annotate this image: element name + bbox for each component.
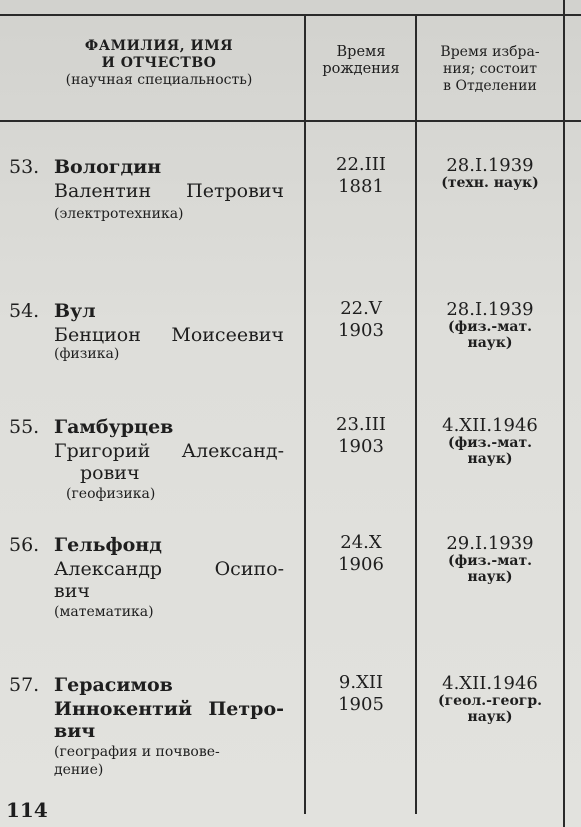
entry-given-names: Бенцион Моисеевич (54, 324, 284, 346)
entry-number: 55. (9, 416, 40, 438)
entry-election (417, 300, 563, 351)
election-dept-cont: наук) (467, 451, 513, 467)
election-dept-cont: наук) (467, 709, 513, 725)
header-bottom-rule (0, 120, 581, 122)
birth-date: 9.XII (338, 672, 384, 693)
entry-birth (306, 414, 416, 458)
birth-date: 24.X (340, 532, 382, 553)
entry-birth (306, 532, 416, 576)
header-election-column (417, 44, 563, 95)
entry-number: 53. (9, 156, 40, 178)
entry-election (417, 534, 563, 585)
header-name-column (14, 38, 304, 89)
birth-year: 1881 (338, 176, 384, 197)
election-dept-cont: наук) (467, 335, 513, 351)
entry-surname: Вологдин (54, 156, 162, 178)
entry-election (417, 156, 563, 191)
entry-number: 57. (9, 674, 40, 696)
election-dept: (физ.-мат. (447, 435, 533, 451)
entry-given-names-cont: вич (54, 580, 90, 602)
entry-specialty-cont: дение) (54, 762, 104, 778)
birth-date: 22.III (336, 154, 386, 175)
page-number: 114 (6, 798, 48, 822)
election-dept: (физ.-мат. (447, 319, 533, 335)
entry-birth (306, 154, 416, 198)
election-date: 28.I.1939 (446, 155, 534, 176)
entry-given-names: Валентин Петрович (54, 180, 284, 202)
birth-date: 22.V (340, 298, 382, 319)
election-date: 4.XII.1946 (442, 673, 538, 694)
table-top-rule (0, 14, 581, 16)
entry-given-names: Иннокентий Петро- (54, 698, 284, 720)
header-name-line3: (научная специальность) (65, 72, 253, 88)
election-date: 29.I.1939 (446, 533, 534, 554)
entry-election (417, 416, 563, 467)
birth-date: 23.III (336, 414, 386, 435)
election-date: 28.I.1939 (446, 299, 534, 320)
birth-year: 1905 (338, 694, 384, 715)
header-birth-column (306, 44, 416, 78)
header-election-line2: ния; состоит (442, 61, 538, 77)
entry-given-names: Григорий Александ- (54, 440, 284, 462)
header-election-line1: Время избра- (440, 44, 540, 60)
entry-specialty: (физика) (54, 346, 120, 362)
entry-number: 56. (9, 534, 40, 556)
election-dept: (физ.-мат. (447, 553, 533, 569)
entry-given-names-cont: рович (80, 462, 140, 484)
birth-year: 1906 (338, 554, 384, 575)
column-divider-3 (563, 0, 565, 827)
entry-specialty: (математика) (54, 604, 154, 620)
entry-specialty: (геофизика) (66, 486, 156, 502)
entry-specialty: (электротехника) (54, 206, 184, 222)
entry-surname: Герасимов (54, 674, 173, 696)
birth-year: 1903 (338, 436, 384, 457)
entry-specialty: (география и почвове- (54, 744, 220, 760)
entry-given-names-cont: вич (54, 720, 96, 742)
header-name-line2: И ОТЧЕСТВО (101, 55, 217, 71)
entry-surname: Вул (54, 300, 96, 322)
entry-surname: Гамбурцев (54, 416, 174, 438)
entry-birth (306, 298, 416, 342)
entry-number: 54. (9, 300, 40, 322)
election-date: 4.XII.1946 (442, 415, 538, 436)
entry-birth (306, 672, 416, 716)
header-name-line1: ФАМИЛИЯ, ИМЯ (84, 38, 234, 54)
election-dept-cont: наук) (467, 569, 513, 585)
entry-surname: Гельфонд (54, 534, 162, 556)
election-dept: (геол.-геогр. (437, 693, 543, 709)
header-birth-line1: Время (336, 44, 386, 60)
header-election-line3: в Отделении (443, 78, 537, 94)
entry-given-names: Александр Осипо- (54, 558, 284, 580)
birth-year: 1903 (338, 320, 384, 341)
header-birth-line2: рождения (322, 61, 400, 77)
entry-election (417, 674, 563, 725)
election-dept: (техн. наук) (441, 175, 539, 191)
